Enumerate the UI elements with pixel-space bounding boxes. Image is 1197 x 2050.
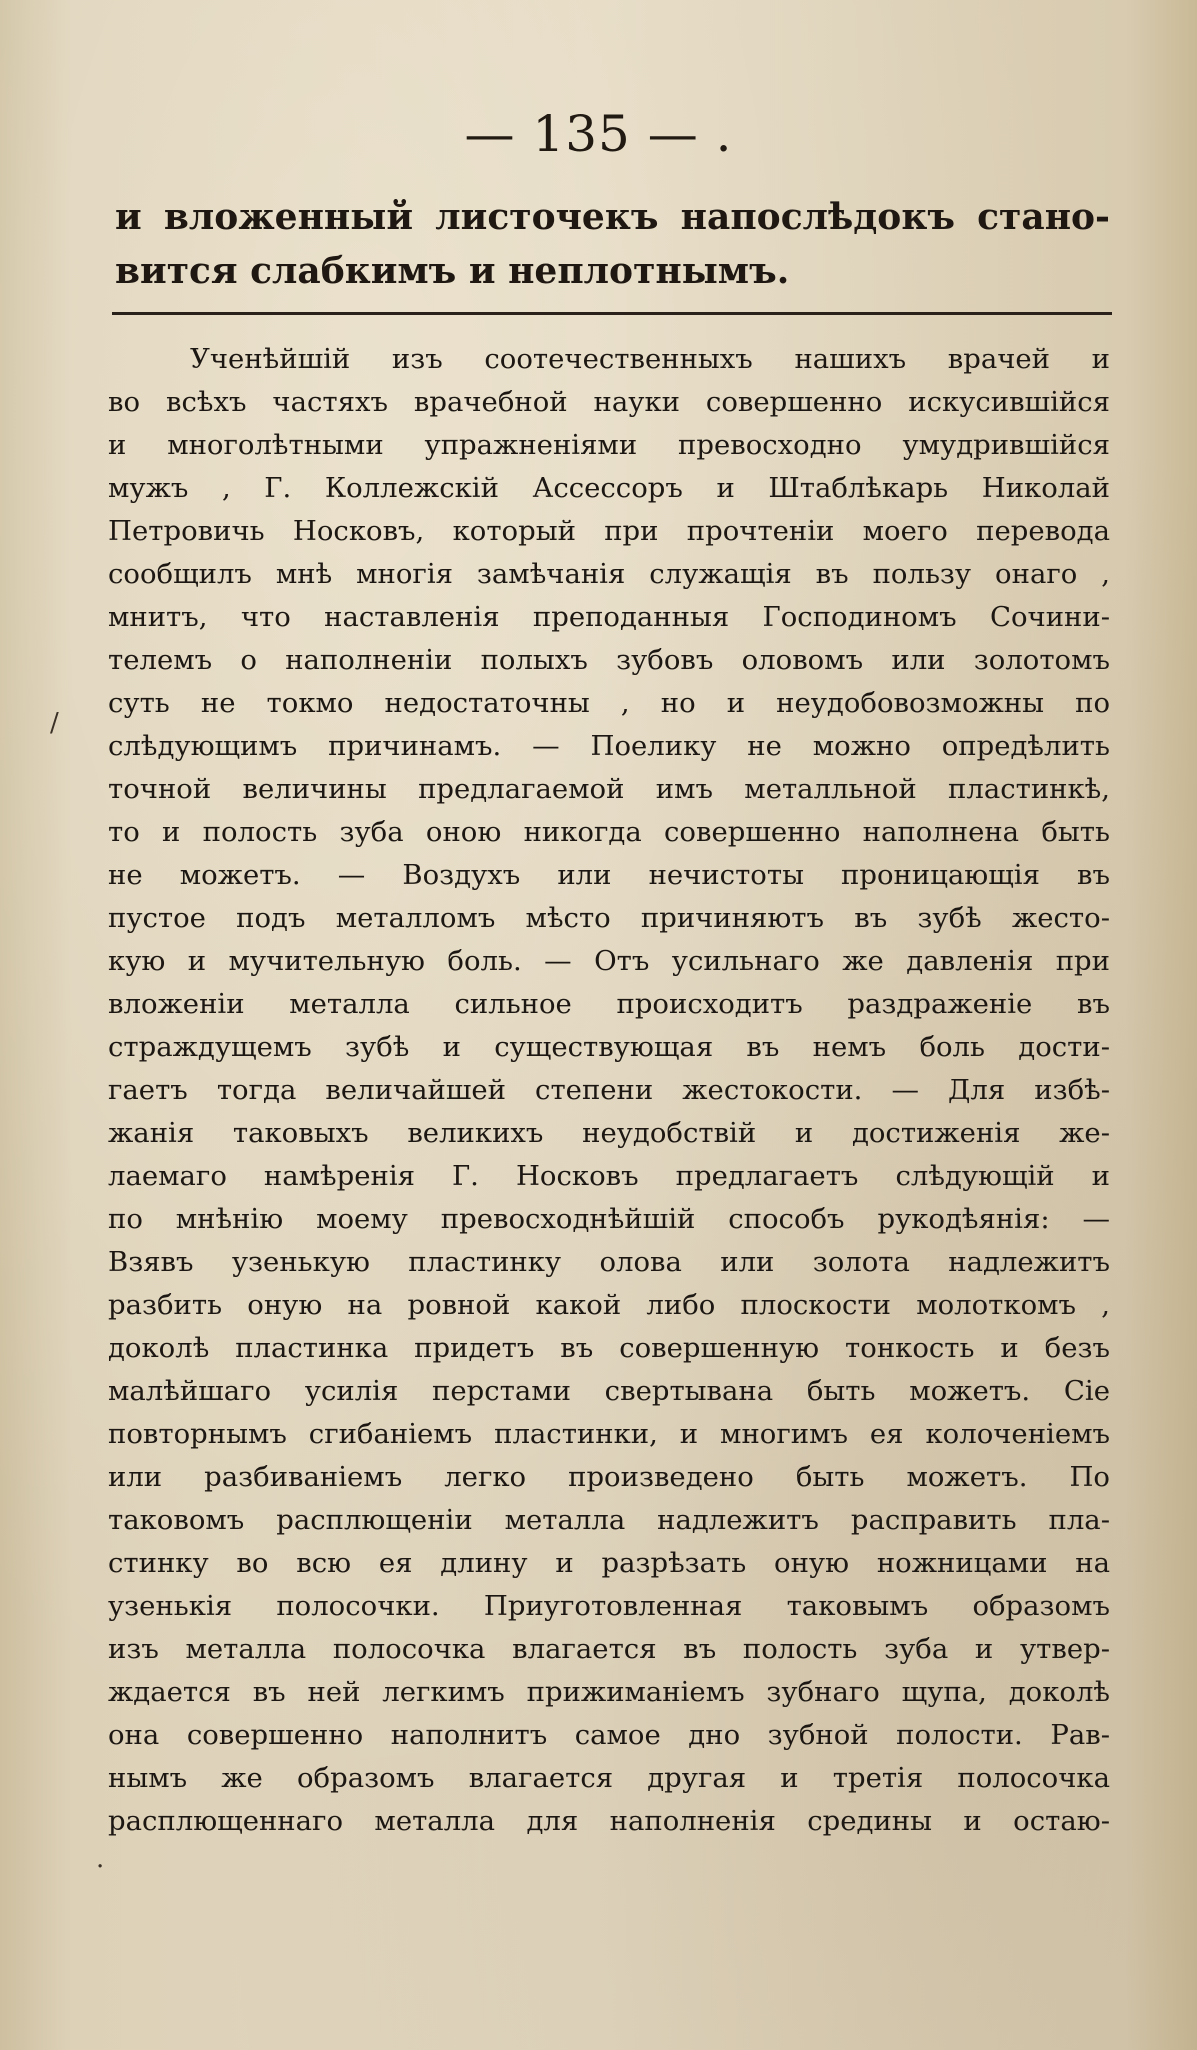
text-line: лаемаго намѣренія Г. Носковъ предлагаетъ слѣдующій и xyxy=(108,1160,1110,1192)
text-line: нымъ же образомъ влагается другая и третія полосочка xyxy=(108,1762,1110,1794)
text-line: Петровичь Носковъ, который при прочтеніи моего перевода xyxy=(108,515,1110,547)
text-line: страждущемъ зубѣ и существующая въ немъ боль дости- xyxy=(108,1031,1110,1063)
text-line: таковомъ расплющеніи металла надлежитъ расправить пла- xyxy=(108,1504,1110,1536)
text-line: суть не токмо недостаточны , но и неудобовозможны по xyxy=(108,687,1110,719)
text-line: узенькія полосочки. Приуготовленная таковымъ образомъ xyxy=(108,1590,1110,1622)
text-line: гаетъ тогда величайшей степени жестокости. — Для избѣ- xyxy=(108,1074,1110,1106)
page-number: — 135 — . xyxy=(464,105,733,163)
text-line: пустое подъ металломъ мѣсто причиняютъ въ зубѣ жесто- xyxy=(108,902,1110,934)
text-line: вложеніи металла сильное происходитъ раздраженіе въ xyxy=(108,988,1110,1020)
text-line: телемъ о наполненіи полыхъ зубовъ оловомъ или золотомъ xyxy=(108,644,1110,676)
body-paragraph xyxy=(108,338,1110,1843)
carryover-line: и вложенный листочекъ напослѣдокъ стано- xyxy=(115,196,1110,238)
text-line: мужъ , Г. Коллежскій Ассессоръ и Штаблѣкарь Николай xyxy=(108,472,1110,504)
text-line: ждается въ ней легкимъ прижиманіемъ зубнаго щупа, доколѣ xyxy=(108,1676,1110,1708)
text-line: жанія таковыхъ великихъ неудобствій и достиженія же- xyxy=(108,1117,1110,1149)
text-line: повторнымъ сгибаніемъ пластинки, и многимъ ея колоченіемъ xyxy=(108,1418,1110,1450)
text-line: то и полость зуба оною никогда совершенно наполнена быть xyxy=(108,816,1110,848)
text-line: сообщилъ мнѣ многія замѣчанія служащія въ пользу онаго , xyxy=(108,558,1110,590)
text-line: Ученѣйшій изъ соотечественныхъ нашихъ врачей и xyxy=(190,343,1110,375)
text-line: кую и мучительную боль. — Отъ усильнаго же давленія при xyxy=(108,945,1110,977)
text-line: изъ металла полосочка влагается въ полость зуба и утвер- xyxy=(108,1633,1110,1665)
text-line: расплющеннаго металла для наполненія средины и остаю- xyxy=(108,1805,1110,1837)
text-line: во всѣхъ частяхъ врачебной науки совершенно искусившійся xyxy=(108,386,1110,418)
text-line: она совершенно наполнитъ самое дно зубной полости. Рав- xyxy=(108,1719,1110,1751)
text-line: разбить оную на ровной какой либо плоскости молоткомъ , xyxy=(108,1289,1110,1321)
section-divider xyxy=(112,312,1112,315)
text-line: доколѣ пластинка придетъ въ совершенную тонкость и безъ xyxy=(108,1332,1110,1364)
margin-mark: · xyxy=(96,1852,105,1882)
carryover-line: вится слабкимъ и неплотнымъ. xyxy=(115,250,790,292)
text-line: малѣйшаго усилія перстами свертывана быть можетъ. Сіе xyxy=(108,1375,1110,1407)
text-line: точной величины предлагаемой имъ металльной пластинкѣ, xyxy=(108,773,1110,805)
carryover-paragraph xyxy=(115,190,1110,298)
text-line: или разбиваніемъ легко произведено быть можетъ. По xyxy=(108,1461,1110,1493)
text-line: слѣдующимъ причинамъ. — Поелику не можно опредѣлить xyxy=(108,730,1110,762)
text-line: и многолѣтными упражненіями превосходно умудрившійся xyxy=(108,429,1110,461)
text-line: по мнѣнію моему превосходнѣйшій способъ рукодѣянія: — xyxy=(108,1203,1110,1235)
text-line: не можетъ. — Воздухъ или нечистоты проницающія въ xyxy=(108,859,1110,891)
margin-mark: / xyxy=(50,708,59,738)
text-line: Взявъ узенькую пластинку олова или золота надлежитъ xyxy=(108,1246,1110,1278)
text-line: мнитъ, что наставленія преподанныя Господиномъ Сочини- xyxy=(108,601,1110,633)
text-line: стинку во всю ея длину и разрѣзать оную ножницами на xyxy=(108,1547,1110,1579)
